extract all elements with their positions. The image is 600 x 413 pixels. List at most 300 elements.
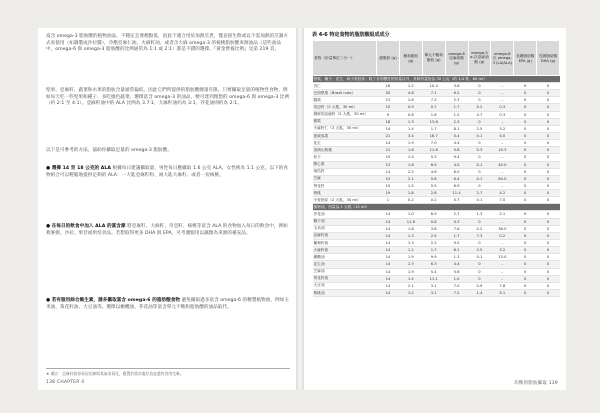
value-cell: 2.1 bbox=[399, 282, 422, 289]
value-cell: 20 bbox=[377, 90, 400, 97]
value-cell: – bbox=[491, 140, 514, 147]
value-cell: 0 bbox=[537, 140, 560, 147]
value-cell: 0 bbox=[537, 275, 560, 282]
footnote: ★ 備註：亞麻籽油容易因光線與氧氣而氧化，應置於陰涼處存放並盡快食用完畢。 bbox=[46, 368, 290, 377]
value-cell: 1.8 bbox=[399, 190, 422, 197]
value-cell: – bbox=[491, 275, 514, 282]
bullet-text: 將亞麻籽、大麻籽、奇亞籽、核桃等富含 ALA 的食物加入每日的飲食中，例如燕麥粥、沙拉、果昔或烘焙食品。若想取得更多 DHA 與 EPA，可考慮服用以藻類為來源的補充品。 bbox=[46, 224, 288, 236]
value-cell: 0 bbox=[514, 190, 537, 197]
value-cell: 19.3 bbox=[491, 147, 514, 154]
value-cell: 7.2 bbox=[422, 97, 445, 104]
value-cell: 2.3 bbox=[445, 118, 468, 125]
value-cell: 14 bbox=[377, 261, 400, 268]
value-cell: 14 bbox=[377, 140, 400, 147]
value-cell: 13 bbox=[377, 161, 400, 168]
food-name-cell: 松子 bbox=[313, 154, 377, 161]
table-row bbox=[313, 111, 560, 118]
food-name-cell: 大豆油 bbox=[313, 282, 377, 289]
food-name-cell: 火麻籽仁（3 大匙，30 ml） bbox=[313, 125, 377, 132]
value-cell: – bbox=[491, 97, 514, 104]
value-cell: 1.8 bbox=[399, 147, 422, 154]
value-cell: 0 bbox=[514, 154, 537, 161]
value-cell: 19 bbox=[377, 190, 400, 197]
food-name-cell: 開心果 bbox=[313, 161, 377, 168]
food-name-cell: 椰子油 bbox=[313, 218, 377, 225]
value-cell: 0 bbox=[537, 289, 560, 296]
table-row bbox=[313, 289, 560, 296]
value-cell: 4.2 bbox=[491, 190, 514, 197]
value-cell: 14 bbox=[377, 218, 400, 225]
value-cell: 2.6 bbox=[399, 97, 422, 104]
value-cell: 0.3 bbox=[491, 111, 514, 118]
table-row bbox=[313, 225, 560, 232]
value-cell: 0 bbox=[537, 218, 560, 225]
value-cell: 0.9 bbox=[399, 104, 422, 111]
value-cell: – bbox=[491, 83, 514, 90]
value-cell: 7.3 bbox=[468, 232, 491, 239]
value-cell: 1.5 bbox=[399, 182, 422, 189]
value-cell: 0 bbox=[514, 232, 537, 239]
value-cell: 3.4 bbox=[399, 132, 422, 139]
table-row bbox=[313, 161, 560, 168]
column-header: 食物（份量單位二分一） bbox=[313, 41, 377, 76]
value-cell: 14 bbox=[377, 125, 400, 132]
table-row bbox=[313, 83, 560, 90]
food-name-cell: 美洲山核桃 bbox=[313, 147, 377, 154]
value-cell: 1.3 bbox=[468, 211, 491, 218]
value-cell: 6.3 bbox=[422, 261, 445, 268]
fatty-acid-table bbox=[312, 40, 560, 297]
value-cell: 6.2 bbox=[445, 90, 468, 97]
food-name-cell: 花生油 bbox=[313, 261, 377, 268]
table-row bbox=[313, 147, 560, 154]
value-cell: 16.7 bbox=[422, 132, 445, 139]
value-cell: 0 bbox=[514, 132, 537, 139]
value-cell: 0.1 bbox=[468, 254, 491, 261]
food-name-cell: 葵花籽 bbox=[313, 182, 377, 189]
value-cell: 5.2 bbox=[468, 104, 491, 111]
food-name-cell: 巴西堅果（Brazil nuts） bbox=[313, 90, 377, 97]
value-cell: 1.7 bbox=[422, 125, 445, 132]
value-cell: 4.0 bbox=[491, 132, 514, 139]
value-cell: 14 bbox=[377, 225, 400, 232]
value-cell: 0 bbox=[514, 225, 537, 232]
value-cell: 0 bbox=[537, 111, 560, 118]
value-cell: 0.7 bbox=[445, 197, 468, 204]
value-cell: 0 bbox=[468, 118, 491, 125]
value-cell: 1.2 bbox=[399, 289, 422, 296]
value-cell: 2.5 bbox=[468, 125, 491, 132]
value-cell: – bbox=[491, 218, 514, 225]
value-cell: 21 bbox=[377, 132, 400, 139]
column-header: 長鏈脂肪酸 EPA (g) bbox=[514, 41, 537, 76]
value-cell: 0 bbox=[514, 97, 537, 104]
value-cell: 2.6 bbox=[422, 190, 445, 197]
value-cell: 3.8 bbox=[445, 83, 468, 90]
column-header: 單元不飽和脂肪 (g) bbox=[422, 41, 445, 76]
bullet-text: 根據每日建議攝取量，男性每日應攝取 1.6 公克 ALA，女性則為 1.1 公克。以下的食物組合可以輕鬆地提供足夠的 ALA：一大匙亞麻籽粉、兩大匙大麻籽、或者一份核桃。 bbox=[46, 166, 289, 178]
value-cell: 19 bbox=[377, 154, 400, 161]
value-cell: 2.3 bbox=[399, 261, 422, 268]
value-cell: – bbox=[491, 118, 514, 125]
value-cell: 8.1 bbox=[445, 247, 468, 254]
value-cell: 0.7 bbox=[422, 104, 445, 111]
value-cell: 1.3 bbox=[399, 232, 422, 239]
paragraph: 以下是可參考的方法，協助你攝取足量的 omega-3 脂肪酸。 bbox=[46, 148, 172, 153]
paragraph: 堅果、亞麻籽、蔬菜和水果的脂肪含量通常偏低，因此它們所提供的脂肪酸總量有限。只要攝取足量的植物性食物，例如每天吃一些堅果和種子、多吃綠色蔬菜、選擇富含 omega-3 的油品，便可達到理想的 omega-6 與 omega-3 比例（約 2:1 至 4:1）。亞麻籽油中的 ALA 比例為 3.7:1，大麻籽油約為 3:1，芥花油則約為 2:1。 bbox=[46, 88, 290, 107]
food-name-cell: 奇亞籽（2 大匙，30 ml） bbox=[313, 104, 377, 111]
value-cell: 4.6 bbox=[422, 168, 445, 175]
value-cell: 1.9 bbox=[399, 254, 422, 261]
value-cell: 9.4 bbox=[445, 154, 468, 161]
value-cell: 0 bbox=[468, 268, 491, 275]
value-cell: 0 bbox=[468, 218, 491, 225]
table-caption: 表 4-6 特定食物的脂肪酸組成成分 bbox=[312, 32, 390, 38]
table-row bbox=[313, 247, 560, 254]
value-cell: 0 bbox=[514, 90, 537, 97]
page-folio: 均衡的脂肪攝取 139 bbox=[514, 381, 558, 386]
value-cell: 2.7 bbox=[445, 211, 468, 218]
value-cell: 0 bbox=[537, 182, 560, 189]
value-cell: 0.2 bbox=[422, 197, 445, 204]
column-header: omega-6 比 omega-3 (LA/ALA) bbox=[491, 41, 514, 76]
value-cell: 0 bbox=[468, 90, 491, 97]
value-cell: 0.2 bbox=[468, 225, 491, 232]
value-cell: 14 bbox=[377, 268, 400, 275]
column-header: omega-6 亞麻油酸 (g) bbox=[445, 41, 468, 76]
food-name-cell: 玉米油 bbox=[313, 225, 377, 232]
value-cell: 13 bbox=[377, 97, 400, 104]
value-cell: 6.4 bbox=[445, 175, 468, 182]
table-row bbox=[313, 118, 560, 125]
table-row bbox=[313, 239, 560, 246]
value-cell: 5.6 bbox=[445, 268, 468, 275]
value-cell: 2.7 bbox=[468, 190, 491, 197]
value-cell: 1.4 bbox=[399, 275, 422, 282]
table-row bbox=[313, 268, 560, 275]
value-cell: 0 bbox=[514, 182, 537, 189]
value-cell: 14 bbox=[377, 168, 400, 175]
value-cell: 3.1 bbox=[422, 289, 445, 296]
value-cell: 0.1 bbox=[468, 161, 491, 168]
table-row bbox=[313, 140, 560, 147]
value-cell: 0 bbox=[537, 83, 560, 90]
value-cell: 4.4 bbox=[445, 261, 468, 268]
value-cell: 0 bbox=[468, 97, 491, 104]
value-cell: 1.2 bbox=[399, 247, 422, 254]
value-cell: 0 bbox=[514, 161, 537, 168]
table-row bbox=[313, 218, 560, 225]
food-name-cell: 橄欖油 bbox=[313, 254, 377, 261]
value-cell: 1.6 bbox=[422, 111, 445, 118]
value-cell: 14 bbox=[377, 211, 400, 218]
food-name-cell: 小麥胚芽（2 大匙，30 ml） bbox=[313, 197, 377, 204]
value-cell: 6.9 bbox=[422, 161, 445, 168]
food-name-cell: 花生 bbox=[313, 140, 377, 147]
value-cell: 0 bbox=[514, 168, 537, 175]
paragraph: 富含 omega-3 脂肪酸的植物油品，不穩定且發煙點低，因此不適合用於加熱烹煮，僅直接生飲或以不需加熱的烹調方式來使用（如調製成沙拉醬），冷壓亞麻仁油、火麻籽油、或者含大麻 omega-3 的核桃脂肪酸來源油品（這些油品中，omega-6 與 omega-3 脂肪酸的比例通常為 1:1 或 2:1）都是不錯的選擇。『黃金營養比例』見第 219 頁。 bbox=[46, 34, 289, 53]
value-cell: 4.0 bbox=[445, 161, 468, 168]
bullet-section bbox=[46, 298, 290, 311]
table-row bbox=[313, 232, 560, 239]
value-cell: 4.4 bbox=[445, 140, 468, 147]
value-cell: 0 bbox=[537, 211, 560, 218]
value-cell: 14 bbox=[377, 247, 400, 254]
book-gutter bbox=[296, 28, 304, 390]
value-cell: 1.8 bbox=[399, 225, 422, 232]
value-cell: 0 bbox=[537, 268, 560, 275]
food-name-cell: 核桃 bbox=[313, 190, 377, 197]
value-cell: 40.0 bbox=[491, 161, 514, 168]
column-header: 飽和脂肪 (g) bbox=[399, 41, 422, 76]
table-row bbox=[313, 154, 560, 161]
value-cell: 11.6 bbox=[422, 147, 445, 154]
food-name-cell: 磨碎的亞麻籽（2 大匙，30 ml） bbox=[313, 111, 377, 118]
value-cell: 0 bbox=[514, 218, 537, 225]
food-name-cell: 芥花油 bbox=[313, 211, 377, 218]
table-section-row bbox=[313, 204, 560, 211]
column-header: 長鏈脂肪酸 DHA (g) bbox=[537, 41, 560, 76]
value-cell: 1.3 bbox=[399, 118, 422, 125]
value-cell: 0 bbox=[468, 239, 491, 246]
value-cell: 38.0 bbox=[491, 225, 514, 232]
value-cell: 1.2 bbox=[399, 83, 422, 90]
table-row bbox=[313, 211, 560, 218]
table-row bbox=[313, 261, 560, 268]
value-cell: 0 bbox=[514, 247, 537, 254]
value-cell: 5.1 bbox=[491, 289, 514, 296]
value-cell: 1.7 bbox=[445, 104, 468, 111]
value-cell: 0 bbox=[537, 247, 560, 254]
value-cell: 6.0 bbox=[445, 168, 468, 175]
value-cell: 15 bbox=[377, 182, 400, 189]
section-title: 堅果、種子、花生、和小麥胚芽；除了各別標註的份量以外，其餘份量皆為 30 公克（約 1/4 杯，60 ml） bbox=[313, 76, 560, 83]
value-cell: 14 bbox=[377, 275, 400, 282]
value-cell: – bbox=[491, 90, 514, 97]
value-cell: 9.5 bbox=[445, 239, 468, 246]
value-cell: 0.1 bbox=[468, 197, 491, 204]
value-cell: 0 bbox=[537, 104, 560, 111]
value-cell: 2.3 bbox=[445, 97, 468, 104]
value-cell: 2.5 bbox=[422, 232, 445, 239]
value-cell: 0 bbox=[537, 232, 560, 239]
value-cell: 7.1 bbox=[422, 90, 445, 97]
value-cell: 0 bbox=[537, 225, 560, 232]
value-cell: 14 bbox=[377, 289, 400, 296]
value-cell: – bbox=[491, 168, 514, 175]
value-cell: 1.9 bbox=[399, 140, 422, 147]
food-name-cell: 芝麻油 bbox=[313, 268, 377, 275]
value-cell: 0 bbox=[468, 275, 491, 282]
value-cell: 3.2 bbox=[491, 125, 514, 132]
bullet-title: ● 在每日的飲食中加入 ALA 的富含源 bbox=[46, 224, 126, 229]
value-cell: 8.1 bbox=[445, 125, 468, 132]
value-cell: 3.1 bbox=[422, 282, 445, 289]
value-cell: 0 bbox=[468, 154, 491, 161]
value-cell: 16 bbox=[377, 83, 400, 90]
value-cell: 7.2 bbox=[445, 289, 468, 296]
table-row bbox=[313, 197, 560, 204]
value-cell: 15 bbox=[377, 175, 400, 182]
value-cell: 0 bbox=[514, 111, 537, 118]
value-cell: 0.8 bbox=[399, 111, 422, 118]
food-name-cell: 南瓜籽 bbox=[313, 168, 377, 175]
value-cell: 10 bbox=[377, 104, 400, 111]
food-name-cell: 核桃油 bbox=[313, 289, 377, 296]
value-cell: 0 bbox=[537, 125, 560, 132]
value-cell: 5.6 bbox=[422, 175, 445, 182]
bullet-title: ● 若有服用綜合維生素，請多攝取富含 omega-6 的脂肪酸食物 bbox=[46, 298, 181, 303]
food-name-cell: 葡萄籽油 bbox=[313, 239, 377, 246]
value-cell: 0 bbox=[537, 132, 560, 139]
value-cell: 11.4 bbox=[445, 190, 468, 197]
value-cell: 0.8 bbox=[422, 218, 445, 225]
value-cell: 0 bbox=[537, 197, 560, 204]
value-cell: 0 bbox=[537, 190, 560, 197]
value-cell: 1.3 bbox=[399, 239, 422, 246]
value-cell: 0 bbox=[537, 175, 560, 182]
food-name-cell: 腰果 bbox=[313, 97, 377, 104]
value-cell: 13.6 bbox=[422, 118, 445, 125]
value-cell: 3.8 bbox=[422, 225, 445, 232]
table-row bbox=[313, 190, 560, 197]
value-cell: 2.5 bbox=[399, 168, 422, 175]
bullet-text: 避免攝取過多富含 omega-6 的精製植物油，例如玉米油、葵花籽油、大豆油等。選擇以橄欖油、芥花油等富含單元不飽和脂肪酸的油品取代。 bbox=[46, 298, 289, 310]
value-cell: 0 bbox=[514, 197, 537, 204]
value-cell: 5.4 bbox=[422, 268, 445, 275]
value-cell: 21 bbox=[377, 147, 400, 154]
value-cell: 1.9 bbox=[399, 268, 422, 275]
value-cell: 5.5 bbox=[422, 182, 445, 189]
value-cell: 0 bbox=[537, 161, 560, 168]
value-cell: 0 bbox=[514, 118, 537, 125]
value-cell: 14 bbox=[377, 232, 400, 239]
table-row bbox=[313, 90, 560, 97]
food-name-cell: 榛果 bbox=[313, 118, 377, 125]
value-cell: 0 bbox=[537, 97, 560, 104]
table-row bbox=[313, 175, 560, 182]
value-cell: 5.8 bbox=[445, 147, 468, 154]
table-body bbox=[313, 76, 560, 297]
value-cell: 0 bbox=[537, 154, 560, 161]
table-section-row bbox=[313, 76, 560, 83]
value-cell: 14 bbox=[377, 282, 400, 289]
section-title: 植物油，份量為 1 大匙（15 ml） bbox=[313, 204, 560, 211]
value-cell: 18 bbox=[377, 118, 400, 125]
value-cell: 0 bbox=[537, 168, 560, 175]
value-cell: 0 bbox=[514, 104, 537, 111]
food-name-cell: 夏威夷果 bbox=[313, 132, 377, 139]
value-cell: 1.0 bbox=[399, 211, 422, 218]
value-cell: 9.9 bbox=[422, 254, 445, 261]
value-cell: 0.1 bbox=[468, 132, 491, 139]
value-cell: 0 bbox=[514, 268, 537, 275]
food-name-cell: 亞麻籽油 bbox=[313, 232, 377, 239]
value-cell: 7.8 bbox=[491, 282, 514, 289]
value-cell: 10.4 bbox=[422, 83, 445, 90]
table-row bbox=[313, 104, 560, 111]
value-cell: 0 bbox=[537, 254, 560, 261]
value-cell: 0.2 bbox=[399, 197, 422, 204]
value-cell: 1.2 bbox=[445, 111, 468, 118]
value-cell: 1.6 bbox=[399, 161, 422, 168]
value-cell: 0 bbox=[468, 261, 491, 268]
value-cell: – bbox=[491, 154, 514, 161]
value-cell: 14 bbox=[377, 254, 400, 261]
value-cell: 0 bbox=[537, 261, 560, 268]
value-cell: 0.1 bbox=[468, 175, 491, 182]
table-row bbox=[313, 125, 560, 132]
right-page bbox=[304, 28, 566, 390]
value-cell: 2.5 bbox=[468, 247, 491, 254]
value-cell: 0 bbox=[537, 239, 560, 246]
value-cell: 2.2 bbox=[422, 239, 445, 246]
value-cell: 0 bbox=[514, 282, 537, 289]
value-cell: 0 bbox=[514, 125, 537, 132]
value-cell: 0 bbox=[514, 83, 537, 90]
value-cell: 1.7 bbox=[445, 232, 468, 239]
food-name-cell: 芝麻 bbox=[313, 175, 377, 182]
food-name-cell: 杏仁 bbox=[313, 83, 377, 90]
value-cell: 1.4 bbox=[399, 154, 422, 161]
value-cell: 2.1 bbox=[491, 211, 514, 218]
value-cell: 0.2 bbox=[491, 232, 514, 239]
value-cell: 13.0 bbox=[491, 254, 514, 261]
value-cell: 0 bbox=[468, 168, 491, 175]
value-cell: 1 bbox=[377, 197, 400, 204]
value-cell: 1.0 bbox=[445, 275, 468, 282]
table-header-row bbox=[313, 41, 560, 76]
value-cell: 0 bbox=[514, 239, 537, 246]
value-cell: 0.9 bbox=[468, 282, 491, 289]
value-cell: 11.1 bbox=[422, 275, 445, 282]
value-cell: 0 bbox=[537, 90, 560, 97]
value-cell: 1.4 bbox=[468, 289, 491, 296]
table-row bbox=[313, 275, 560, 282]
value-cell: 14 bbox=[377, 239, 400, 246]
value-cell: 0 bbox=[514, 275, 537, 282]
value-cell: 0.3 bbox=[491, 104, 514, 111]
value-cell: – bbox=[491, 182, 514, 189]
value-cell: 0 bbox=[514, 140, 537, 147]
value-cell: 7.6 bbox=[445, 225, 468, 232]
value-cell: 11.8 bbox=[399, 218, 422, 225]
value-cell: 0 bbox=[514, 289, 537, 296]
value-cell: 64.0 bbox=[491, 175, 514, 182]
value-cell: 0 bbox=[537, 282, 560, 289]
value-cell: 1.7 bbox=[422, 247, 445, 254]
value-cell: 5.3 bbox=[422, 154, 445, 161]
table-row bbox=[313, 132, 560, 139]
value-cell: 3.2 bbox=[491, 247, 514, 254]
value-cell: 0 bbox=[468, 140, 491, 147]
value-cell: 0.3 bbox=[468, 147, 491, 154]
table-row bbox=[313, 182, 560, 189]
value-cell: 7.0 bbox=[491, 197, 514, 204]
value-cell: 0 bbox=[468, 182, 491, 189]
value-cell: – bbox=[491, 239, 514, 246]
page-folio: 138 CHAPTER 4 bbox=[46, 380, 85, 385]
value-cell: 2.1 bbox=[399, 175, 422, 182]
value-cell: 4.6 bbox=[399, 90, 422, 97]
value-cell: – bbox=[491, 261, 514, 268]
value-cell: 1.3 bbox=[445, 254, 468, 261]
food-name-cell: 火麻籽油 bbox=[313, 247, 377, 254]
value-cell: 9 bbox=[377, 111, 400, 118]
table-row bbox=[313, 168, 560, 175]
bullet-section bbox=[46, 224, 290, 237]
value-cell: 0 bbox=[514, 211, 537, 218]
